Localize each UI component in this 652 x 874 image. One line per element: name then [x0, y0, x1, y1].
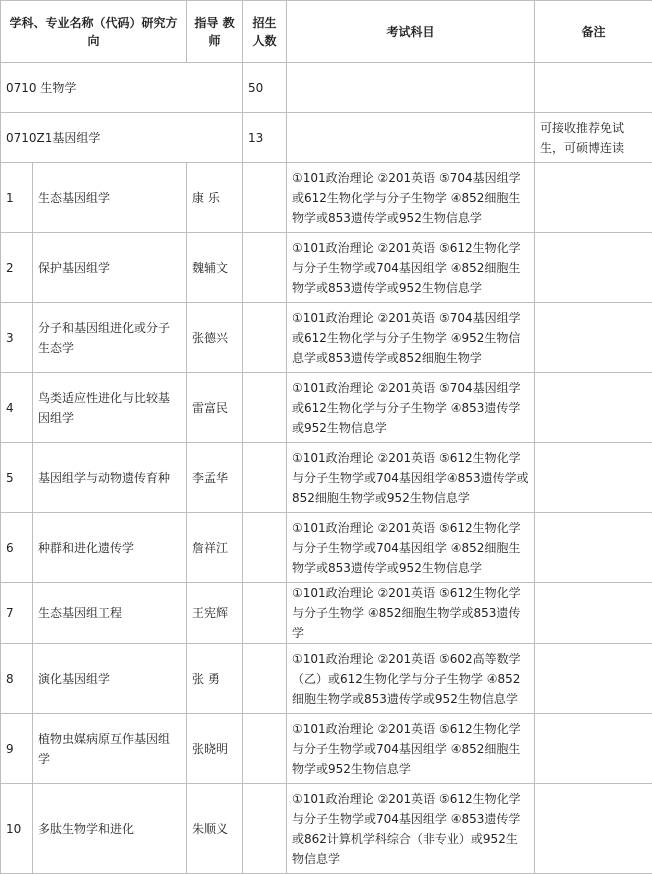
major-quota: 50: [243, 63, 287, 113]
row-quota: [243, 714, 287, 784]
header-remarks: 备注: [535, 1, 652, 63]
exam-subjects: ①101政治理论 ②201英语 ⑤612生物化学与分子生物学或704基因组学 ④853遗传学或862计算机学科综合（非专业）或952生物信息学: [287, 784, 535, 874]
advisor-name: 魏辅文: [187, 233, 243, 303]
table-row: [1, 233, 652, 303]
advisor-name: 康 乐: [187, 163, 243, 233]
header-discipline: 学科、专业名称（代码）研究方向: [1, 1, 187, 63]
row-quota: [243, 373, 287, 443]
row-quota: [243, 513, 287, 583]
exam-subjects: ①101政治理论 ②201英语 ⑤704基因组学或612生物化学与分子生物学 ④952生物信息学或853遗传学或852细胞生物学: [287, 303, 535, 373]
major-row: [1, 63, 652, 113]
row-number: 7: [1, 583, 33, 644]
header-quota: 招生人数: [243, 1, 287, 63]
exam-subjects: ①101政治理论 ②201英语 ⑤704基因组学或612生物化学与分子生物学 ④853遗传学或952生物信息学: [287, 373, 535, 443]
row-remark: [535, 163, 652, 233]
row-number: 6: [1, 513, 33, 583]
row-number: 9: [1, 714, 33, 784]
major-remark: [535, 63, 652, 113]
row-remark: [535, 303, 652, 373]
row-quota: [243, 233, 287, 303]
exam-subjects: ①101政治理论 ②201英语 ⑤612生物化学与分子生物学或704基因组学 ④852细胞生物学或952生物信息学: [287, 714, 535, 784]
table-row: [1, 303, 652, 373]
row-quota: [243, 163, 287, 233]
row-quota: [243, 784, 287, 874]
row-number: 4: [1, 373, 33, 443]
major-name: 0710 生物学: [1, 63, 243, 113]
exam-subjects: ①101政治理论 ②201英语 ⑤612生物化学与分子生物学 ④852细胞生物学或853遗传学: [287, 583, 535, 644]
header-advisor: 指导 教师: [187, 1, 243, 63]
research-direction: 鸟类适应性进化与比较基因组学: [33, 373, 187, 443]
major-quota: 13: [243, 113, 287, 163]
row-remark: [535, 644, 652, 714]
table-row: [1, 373, 652, 443]
row-quota: [243, 443, 287, 513]
table-row: [1, 163, 652, 233]
advisor-name: 王宪辉: [187, 583, 243, 644]
table-row: [1, 644, 652, 714]
table-row: [1, 784, 652, 874]
research-direction: 基因组学与动物遗传育种: [33, 443, 187, 513]
research-direction: 分子和基因组进化或分子生态学: [33, 303, 187, 373]
header-row: [1, 1, 652, 63]
table-row: [1, 714, 652, 784]
advisor-name: 朱顺义: [187, 784, 243, 874]
row-number: 10: [1, 784, 33, 874]
row-remark: [535, 583, 652, 644]
row-remark: [535, 714, 652, 784]
major-subjects: [287, 63, 535, 113]
advisor-name: 张晓明: [187, 714, 243, 784]
row-number: 8: [1, 644, 33, 714]
exam-subjects: ①101政治理论 ②201英语 ⑤612生物化学与分子生物学或704基因组学④853遗传学或852细胞生物学或952生物信息学: [287, 443, 535, 513]
row-quota: [243, 303, 287, 373]
exam-subjects: ①101政治理论 ②201英语 ⑤612生物化学与分子生物学或704基因组学 ④852细胞生物学或853遗传学或952生物信息学: [287, 233, 535, 303]
row-quota: [243, 583, 287, 644]
row-number: 2: [1, 233, 33, 303]
exam-subjects: ①101政治理论 ②201英语 ⑤612生物化学与分子生物学或704基因组学 ④852细胞生物学或853遗传学或952生物信息学: [287, 513, 535, 583]
row-remark: [535, 513, 652, 583]
table-row: [1, 583, 652, 644]
row-remark: [535, 784, 652, 874]
row-number: 5: [1, 443, 33, 513]
advisor-name: 雷富民: [187, 373, 243, 443]
major-row: [1, 113, 652, 163]
major-remark: 可接收推荐免试生，可硕博连读: [535, 113, 652, 163]
research-direction: 植物虫媒病原互作基因组学: [33, 714, 187, 784]
advisor-name: 张德兴: [187, 303, 243, 373]
research-direction: 演化基因组学: [33, 644, 187, 714]
row-number: 1: [1, 163, 33, 233]
exam-subjects: ①101政治理论 ②201英语 ⑤704基因组学或612生物化学与分子生物学 ④852细胞生物学或853遗传学或952生物信息学: [287, 163, 535, 233]
exam-subjects: ①101政治理论 ②201英语 ⑤602高等数学（乙）或612生物化学与分子生物学 ④852细胞生物学或853遗传学或952生物信息学: [287, 644, 535, 714]
header-subjects: 考试科目: [287, 1, 535, 63]
advisor-name: 李孟华: [187, 443, 243, 513]
major-subjects: [287, 113, 535, 163]
advisor-name: 詹祥江: [187, 513, 243, 583]
research-direction: 保护基因组学: [33, 233, 187, 303]
research-direction: 种群和进化遗传学: [33, 513, 187, 583]
row-remark: [535, 373, 652, 443]
row-remark: [535, 233, 652, 303]
research-direction: 生态基因组学: [33, 163, 187, 233]
research-direction: 生态基因组工程: [33, 583, 187, 644]
row-number: 3: [1, 303, 33, 373]
row-quota: [243, 644, 287, 714]
major-name: 0710Z1基因组学: [1, 113, 243, 163]
advisor-name: 张 勇: [187, 644, 243, 714]
row-remark: [535, 443, 652, 513]
table-row: [1, 513, 652, 583]
table-row: [1, 443, 652, 513]
research-direction: 多肽生物学和进化: [33, 784, 187, 874]
